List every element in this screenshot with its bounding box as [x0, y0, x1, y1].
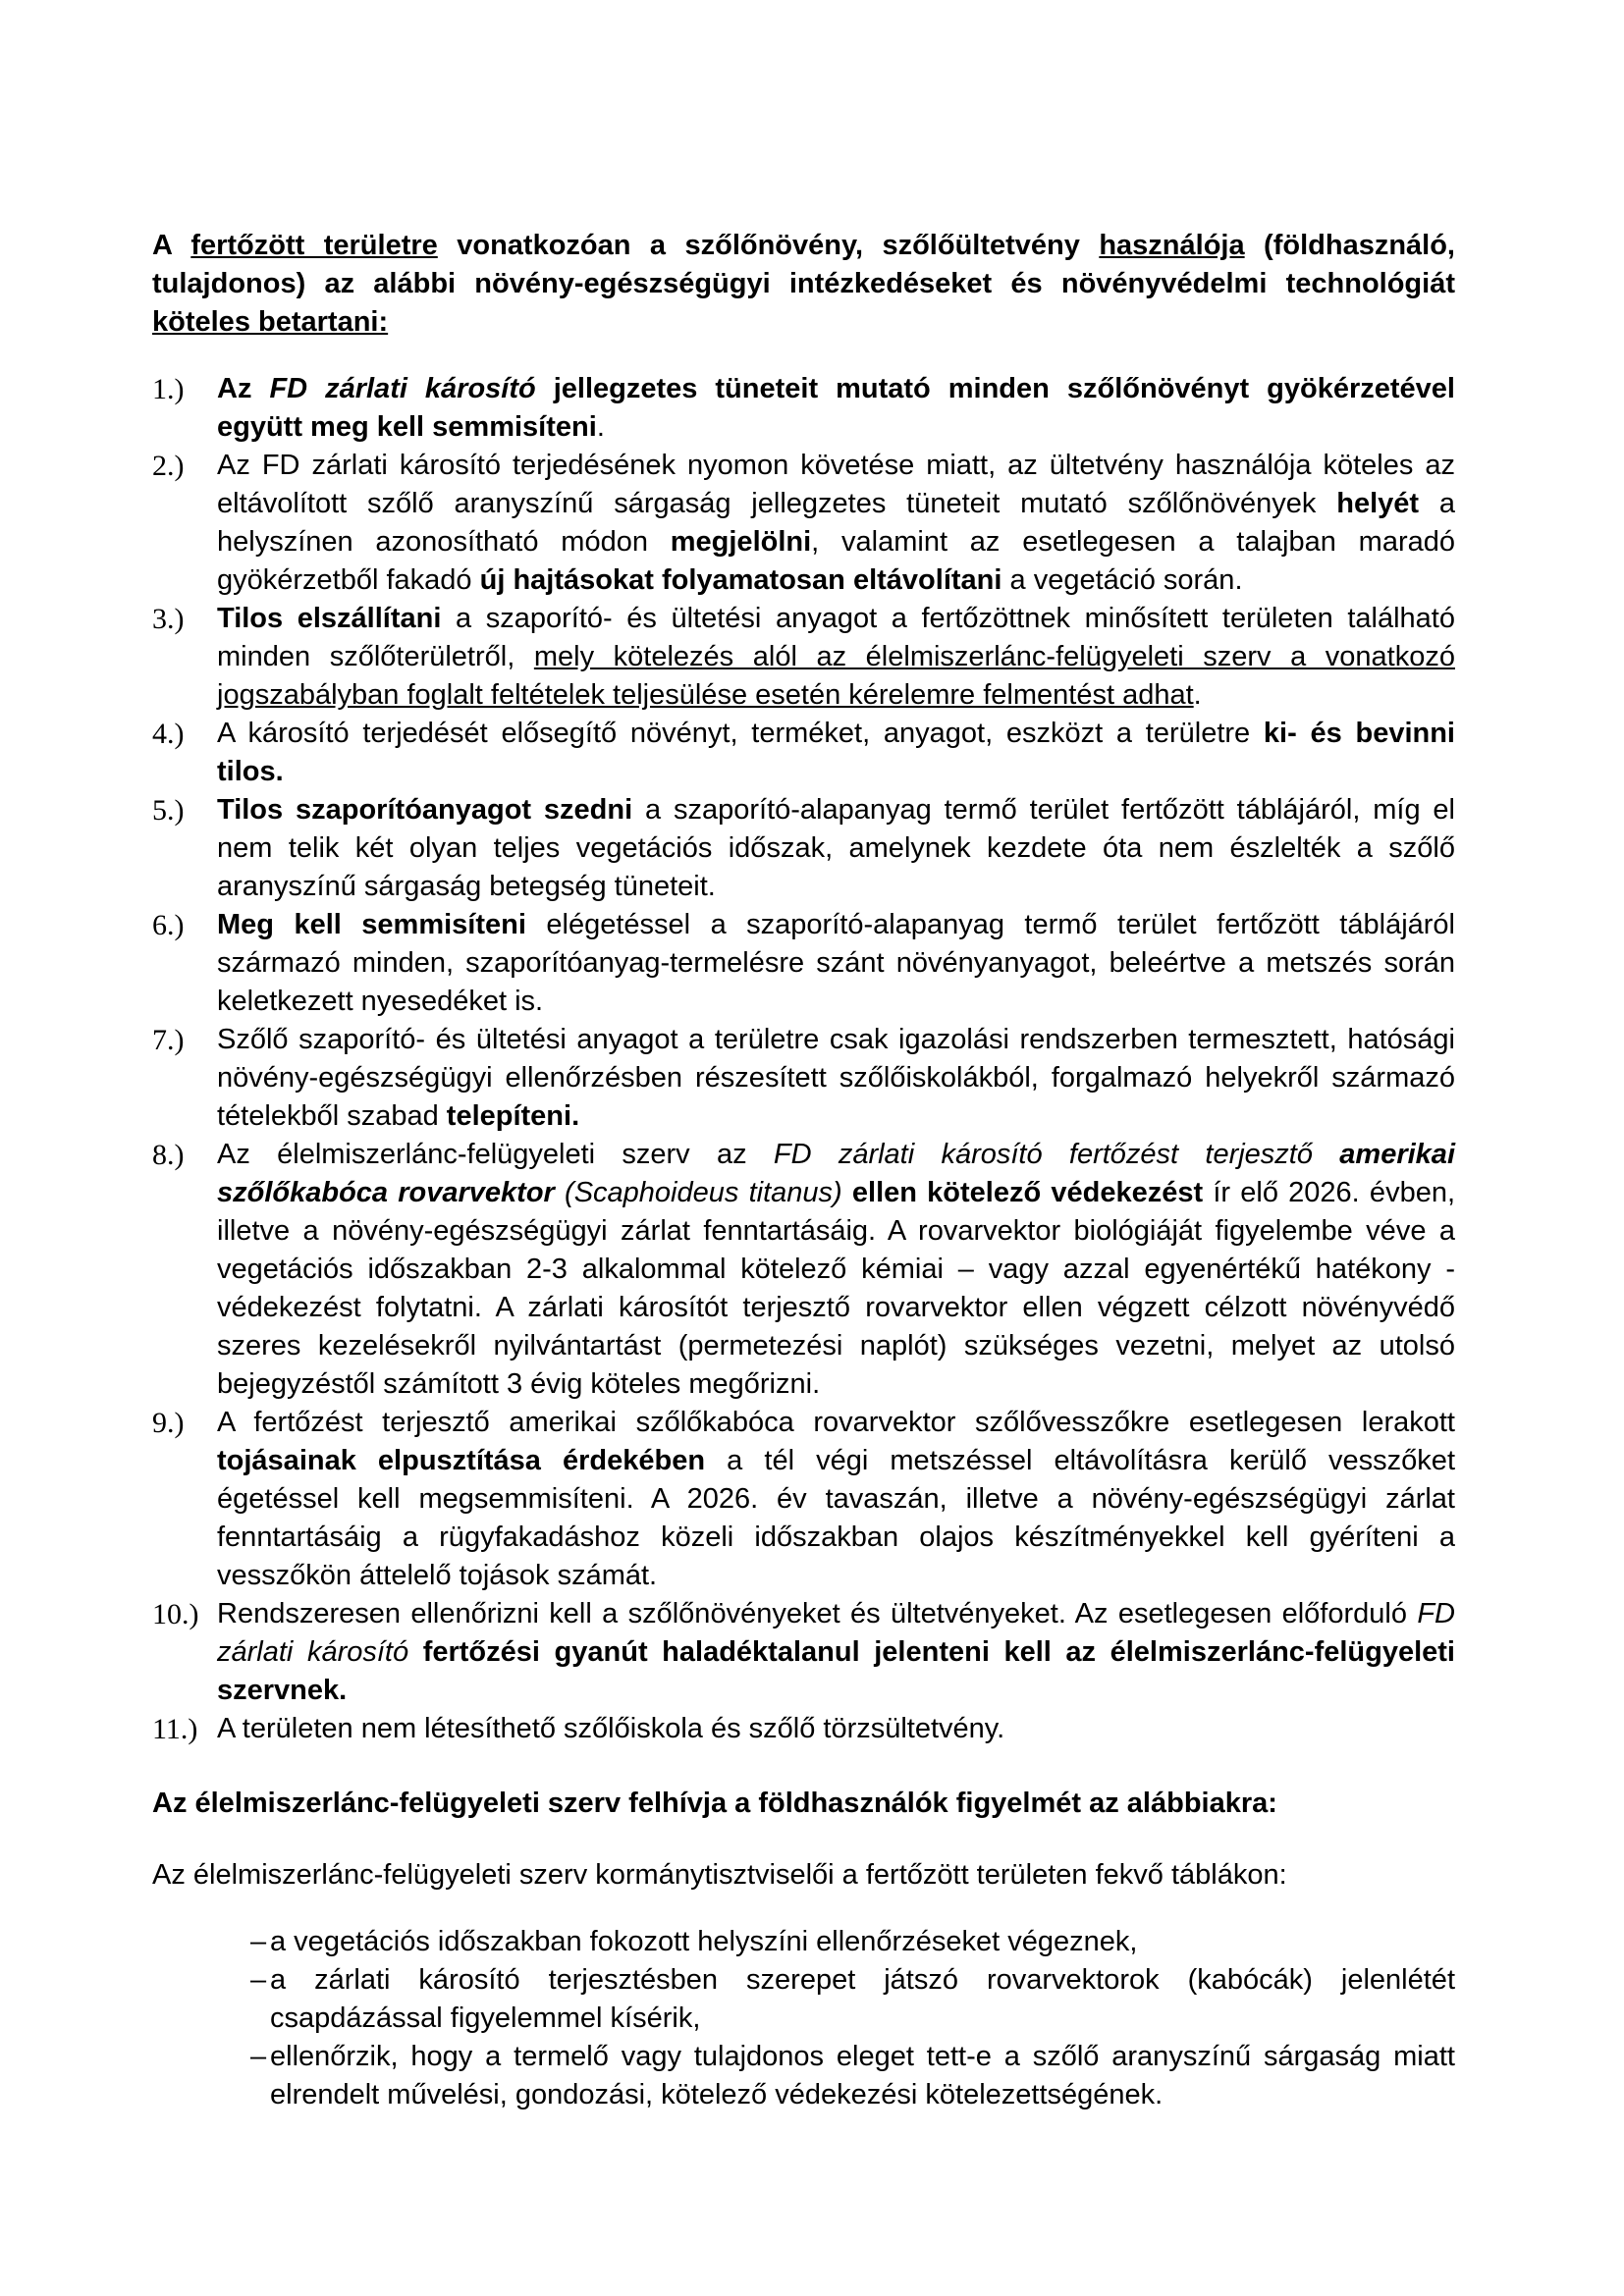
closing-paragraph: Az élelmiszerlánc-felügyeleti szerv kormánytisztviselői a fertőzött területen fekvő táblákon:	[152, 1859, 1287, 1891]
text-segment: ki- és bevinni tilos.	[217, 718, 1455, 787]
text-segment: FD zárlati károsító	[269, 373, 536, 404]
text-segment: amerikai szőlőkabóca rovarvektor	[217, 1139, 1455, 1208]
text-segment: A fertőzést terjesztő amerikai szőlőkabóca rovarvektor szőlővesszőkre esetlegesen lerakott	[217, 1407, 1455, 1438]
text-segment: (Scaphoideus titanus)	[554, 1177, 842, 1208]
item-number: 6.)	[152, 909, 185, 941]
numbered-item	[152, 715, 1455, 791]
text-segment: ellen kötelező védekezést	[851, 1177, 1204, 1208]
numbered-item	[152, 1404, 1455, 1595]
dash-item	[250, 2038, 1455, 2114]
text-segment: a tél végi metszéssel eltávolításra kerülő vesszőket égetéssel kell megsemmisíteni. A 2026. év tavaszán, illetve a növény-egészségügyi zárlat fenntartásáig a rügyfakadáshoz közeli időszakban olajos készítményekkel kell gyéríteni a vesszőkön áttelelő tojások számát.	[217, 1445, 1455, 1591]
text-segment: jellegzetes tüneteit mutató minden szőlőnövényt gyökérzetével együtt meg kell semmisíteni	[217, 373, 1455, 443]
item-number: 2.)	[152, 450, 185, 482]
text-segment	[408, 1636, 423, 1668]
intro-paragraph	[152, 227, 1455, 342]
text-segment: FD zárlati károsító fertőzést terjesztő	[773, 1139, 1340, 1170]
text-segment: FD zárlati károsító	[217, 1598, 1455, 1668]
text-segment: helyét	[1336, 488, 1420, 519]
text-segment: köteles betartani:	[152, 306, 389, 338]
text-segment: a zárlati károsító terjesztésben szerepet játszó rovarvektorok (kabócák) jelenlétét csapdázással figyelemmel kísérik,	[270, 1964, 1455, 2034]
dash-item	[250, 1961, 1455, 2038]
text-segment: .	[596, 411, 605, 443]
item-number: 5.)	[152, 794, 185, 827]
text-segment: a vegetáció során.	[1001, 564, 1243, 596]
numbered-item	[152, 791, 1455, 906]
numbered-item	[152, 447, 1455, 600]
text-segment: a szaporító-alapanyag termő terület fertőzött táblájáról, míg el nem telik két olyan teljes vegetációs időszak, amelynek kezdete óta nem észlelték a szőlő aranyszínű sárgaság betegség tüneteit.	[217, 794, 1455, 902]
item-number: 11.)	[152, 1713, 198, 1745]
numbered-item	[152, 1710, 1455, 1748]
text-segment: , valamint az esetlegesen a talajban maradó gyökérzetből fakadó	[217, 526, 1455, 596]
text-segment: Az élelmiszerlánc-felügyeleti szerv az	[217, 1139, 774, 1170]
text-segment: mely kötelezés alól az élelmiszerlánc-felügyeleti szerv a vonatkozó jogszabályban foglalt feltételek teljesülése esetén kérelemre felmentést adhat	[217, 641, 1455, 711]
text-segment: A	[152, 230, 191, 261]
numbered-list	[152, 370, 1455, 1748]
text-segment: a szaporító- és ültetési anyagot a fertőzöttnek minősített területen található minden szőlőterületről,	[217, 603, 1455, 672]
numbered-item	[152, 1136, 1455, 1404]
text-segment: fertőzött területre	[190, 230, 438, 261]
text-segment: Meg kell semmisíteni	[217, 909, 526, 940]
text-segment: Az	[217, 373, 270, 404]
text-segment: Rendszeresen ellenőrizni kell a szőlőnövényeket és ültetvényeket. Az esetlegesen előforduló	[217, 1598, 1418, 1629]
dash-bullet: –	[250, 1964, 267, 1996]
item-number: 4.)	[152, 718, 185, 750]
item-number: 9.)	[152, 1407, 185, 1439]
text-segment: Tilos szaporítóanyagot szedni	[217, 794, 633, 826]
text-segment: használója	[1099, 230, 1245, 261]
text-segment: vonatkozóan a szőlőnövény, szőlőültetvény	[437, 230, 1100, 261]
text-segment: Szőlő szaporító- és ültetési anyagot a területre csak igazolási rendszerben termesztett, hatósági növény-egészségügyi ellenőrzésben részesített szőlőiskolákból, forgalmazó helyekről származó tételekből szabad	[217, 1024, 1455, 1132]
numbered-item	[152, 906, 1455, 1021]
text-segment: (földhasználó, tulajdonos) az alábbi növény-egészségügyi intézkedéseket és növényvédelmi technológiát	[152, 230, 1455, 299]
text-segment: a helyszínen azonosítható módon	[217, 488, 1456, 558]
item-number: 1.)	[152, 373, 185, 405]
text-segment: fertőzési gyanút haladéktalanul jelenteni kell az élelmiszerlánc-felügyeleti szervnek.	[217, 1636, 1455, 1706]
item-number: 8.)	[152, 1139, 185, 1171]
text-segment: A károsító terjedését elősegítő növényt, terméket, anyagot, eszközt a területre	[217, 718, 1264, 749]
text-segment: ellenőrzik, hogy a termelő vagy tulajdonos eleget tett-e a szőlő aranyszínű sárgaság miatt elrendelt művelési, gondozási, kötelező védekezési kötelezettségének.	[270, 2041, 1455, 2110]
text-segment: Az FD zárlati károsító terjedésének nyomon követése miatt, az ültetvény használója köteles az eltávolított szőlő aranyszínű sárgaság jellegzetes tüneteit mutató szőlőnövények	[217, 450, 1455, 519]
text-segment: A területen nem létesíthető szőlőiskola és szőlő törzsültetvény.	[217, 1713, 1005, 1744]
item-number: 10.)	[152, 1598, 199, 1630]
text-segment: telepíteni.	[446, 1100, 580, 1132]
text-segment: Tilos elszállítani	[217, 603, 442, 634]
numbered-item	[152, 1595, 1455, 1710]
dash-bullet: –	[250, 2041, 267, 2072]
text-segment: elégetéssel a szaporító-alapanyag termő terület fertőzött táblájáról származó minden, szaporítóanyag-termelésre szánt növényanyagot, beleértve a metszés során keletkezett nyesedéket is.	[217, 909, 1455, 1017]
text-segment: .	[1193, 679, 1202, 711]
numbered-item	[152, 370, 1455, 447]
section-header: Az élelmiszerlánc-felügyeleti szerv felhívja a földhasználók figyelmét az alábbiakra:	[152, 1788, 1277, 1819]
text-segment: ír elő 2026. évben, illetve a növény-egészségügyi zárlat fenntartásáig. A rovarvektor biológiáját figyelembe véve a vegetációs időszakban 2-3 alkalommal kötelező kémiai – vagy azzal egyenértékű hatékony - védekezést folytatni. A zárlati károsítót terjesztő rovarvektor ellen végzett célzott növényvédő szeres kezelésekről nyilvántartást (permetezési naplót) szükséges vezetni, melyet az utolsó bejegyzéstől számított 3 évig köteles megőrizni.	[217, 1177, 1456, 1400]
item-number: 7.)	[152, 1024, 185, 1056]
dash-item	[250, 1923, 1455, 1961]
dash-list	[250, 1923, 1455, 2114]
text-segment	[842, 1177, 852, 1208]
dash-bullet: –	[250, 1926, 267, 1957]
item-number: 3.)	[152, 603, 185, 635]
text-segment: megjelölni	[670, 526, 812, 558]
text-segment: új hajtásokat folyamatosan eltávolítani	[479, 564, 1002, 596]
text-segment: a vegetációs időszakban fokozott helyszíni ellenőrzéseket végeznek,	[270, 1926, 1138, 1957]
text-segment: tojásainak elpusztítása érdekében	[217, 1445, 706, 1476]
numbered-item	[152, 600, 1455, 715]
numbered-item	[152, 1021, 1455, 1136]
